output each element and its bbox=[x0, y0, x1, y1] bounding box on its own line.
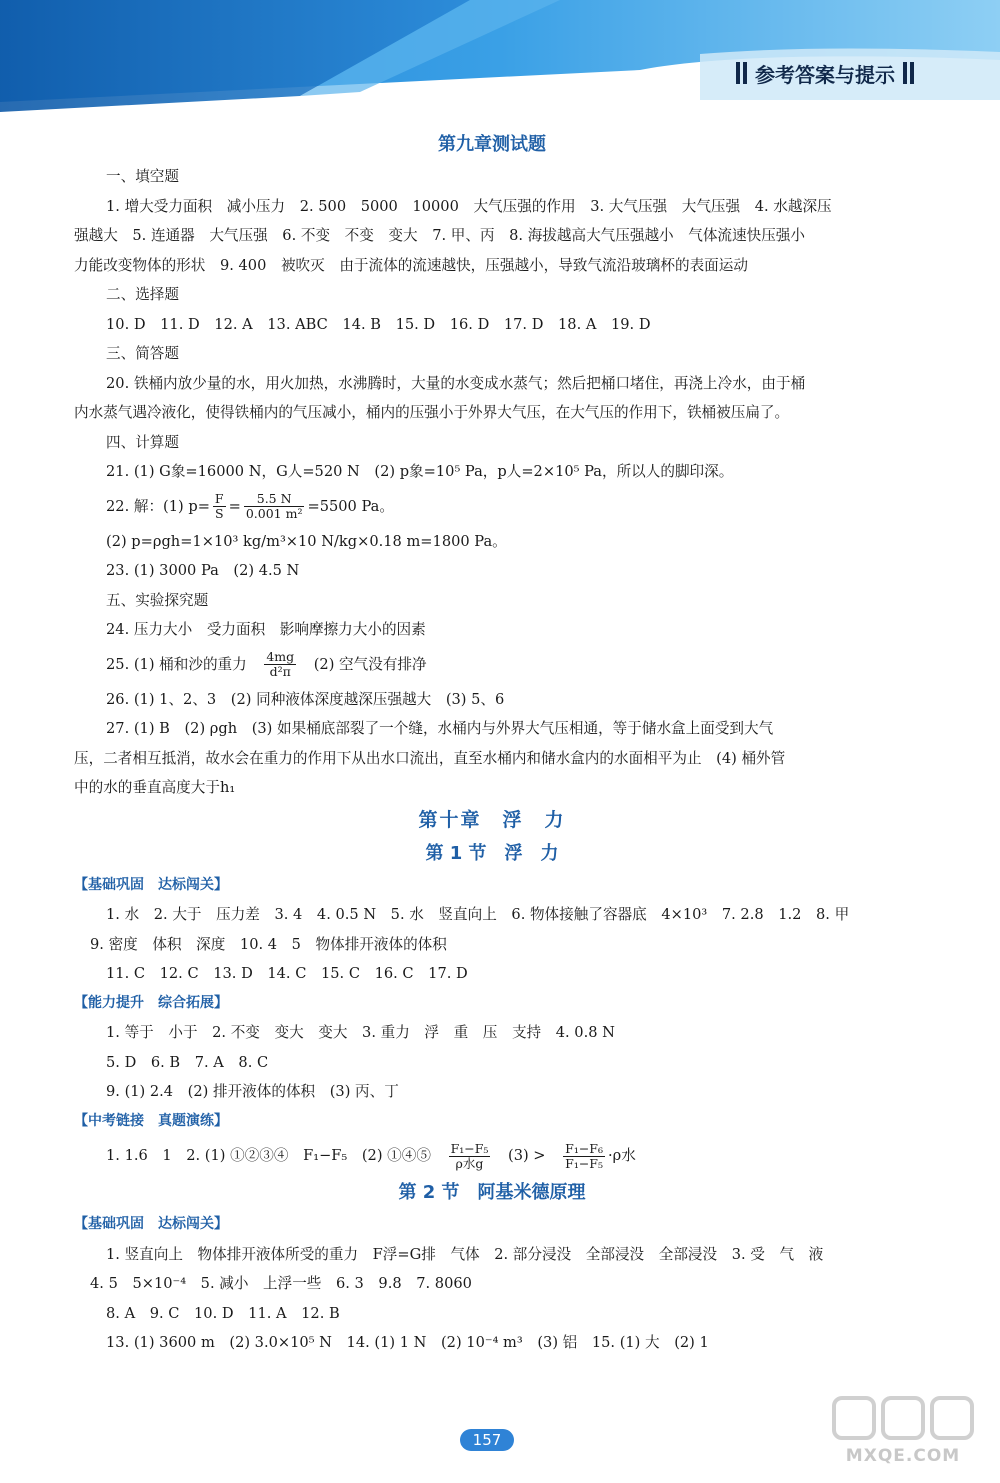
watermark-icon bbox=[828, 1390, 978, 1446]
answer-line-formula bbox=[74, 487, 910, 527]
answer-line: 1. 水 2. 大于 压力差 3. 4 4. 0.5 N 5. 水 竖直向上 6. 物体接触了容器底 4×10³ 7. 2.8 1.2 8. 甲 bbox=[106, 906, 850, 923]
answer-line: 1. 等于 小于 2. 不变 变大 变大 3. 重力 浮 重 压 支持 4. 0.8 N bbox=[106, 1024, 615, 1041]
watermark-text: MXQE.COM bbox=[845, 1446, 961, 1466]
header-tag-text: 参考答案与提示 bbox=[755, 62, 895, 87]
answer-line: 8. A 9. C 10. D 11. A 12. B bbox=[106, 1304, 340, 1322]
subsection-tag: 【基础巩固 达标闯关】 bbox=[74, 1216, 228, 1232]
fraction bbox=[449, 1142, 491, 1171]
header-banner bbox=[0, 0, 1000, 112]
answer-line: 9. 密度 体积 深度 10. 4 5 物体排开液体的体积 bbox=[90, 935, 447, 953]
answer-line: 9. (1) 2.4 (2) 排开液体的体积 (3) 丙、丁 bbox=[106, 1083, 399, 1100]
formula-text: = bbox=[228, 497, 241, 515]
answer-line: 5. D 6. B 7. A 8. C bbox=[106, 1053, 269, 1071]
banner-graphic bbox=[0, 0, 1000, 112]
fraction bbox=[264, 650, 296, 679]
answer-line: 11. C 12. C 13. D 14. C 15. C 16. C 17. D bbox=[106, 965, 468, 982]
answer-content bbox=[74, 128, 910, 1358]
formula-text: =5500 Pa。 bbox=[307, 497, 394, 515]
chapter10-title: 第十章 浮 力 bbox=[418, 808, 566, 831]
section-heading: 二、选择题 bbox=[106, 286, 179, 303]
section-heading: 四、计算题 bbox=[106, 433, 179, 451]
formula-text: ·ρ水 bbox=[607, 1147, 636, 1164]
answer-line: 20. 铁桶内放少量的水，用火加热，水沸腾时，大量的水变成水蒸气；然后把桶口堵住，再浇上冷水，由于桶 bbox=[106, 374, 806, 392]
section1-title: 第 1 节 浮 力 bbox=[425, 842, 559, 864]
fraction bbox=[244, 492, 305, 521]
header-section-tag bbox=[736, 58, 914, 88]
page-number-badge: 157 bbox=[460, 1429, 514, 1451]
subsection-tag: 【中考链接 真题演练】 bbox=[74, 1112, 228, 1129]
section2-title: 第 2 节 阿基米德原理 bbox=[398, 1182, 586, 1203]
formula-text: 1. 1.6 1 2. (1) ①②③④ F₁−F₅ (2) ①④⑤ bbox=[106, 1147, 446, 1164]
header-bar-right bbox=[903, 62, 907, 84]
answer-line: 力能改变物体的形状 9. 400 被吹灭 由于流体的流速越快，压强越小，导致气流沿玻璃杯的表面运动 bbox=[74, 256, 748, 274]
formula-text: 22. 解：(1) p= bbox=[106, 497, 210, 515]
section-heading: 一、填空题 bbox=[106, 168, 179, 185]
answer-line: 1. 增大受力面积 减小压力 2. 500 5000 10000 大气压强的作用 3. 大气压强 大气压强 4. 水越深压 bbox=[106, 197, 832, 215]
fraction bbox=[563, 1142, 605, 1171]
fraction-numerator: F₁−F₆ bbox=[565, 1140, 603, 1156]
answer-line: 10. D 11. D 12. A 13. ABC 14. B 15. D 16. D 17. D 18. A 19. D bbox=[106, 315, 651, 333]
formula-text: (2) 空气没有排净 bbox=[299, 655, 427, 673]
subsection-tag: 【基础巩固 达标闯关】 bbox=[74, 876, 228, 893]
fraction-numerator: 5.5 N bbox=[244, 492, 305, 507]
fraction bbox=[213, 492, 226, 521]
answer-line: 压，二者相互抵消，故水会在重力的作用下从出水口流出，直至水桶内和储水盒内的水面相平为止 (4) 桶外管 bbox=[74, 749, 786, 767]
formula-text: (3) > bbox=[493, 1147, 561, 1164]
fraction-denominator: 0.001 m² bbox=[245, 506, 303, 521]
answer-line: 1. 竖直向上 物体排开液体所受的重力 F浮=G排 气体 2. 部分浸没 全部浸没 全部浸没 3. 受 气 液 bbox=[106, 1245, 824, 1263]
answer-line: 13. (1) 3600 m (2) 3.0×10⁵ N 14. (1) 1 N (2) 10⁻⁴ m³ (3) 铝 15. (1) 大 (2) 1 bbox=[106, 1334, 709, 1351]
fraction-numerator: F bbox=[214, 491, 224, 506]
chapter9-title: 第九章测试题 bbox=[438, 134, 546, 155]
fraction-denominator: ρ水g bbox=[455, 1155, 484, 1171]
answer-line: 27. (1) B (2) ρgh (3) 如果桶底部裂了一个缝，水桶内与外界大气压相通，等于储水盒上面受到大气 bbox=[106, 720, 774, 737]
section-heading: 三、简答题 bbox=[106, 345, 179, 362]
subsection-tag: 【能力提升 综合拓展】 bbox=[74, 994, 228, 1011]
fraction-denominator: F₁−F₅ bbox=[565, 1155, 603, 1171]
header-bar-left bbox=[736, 62, 740, 84]
fraction-numerator: 4mg bbox=[266, 649, 295, 664]
answer-line: 21. (1) G象=16000 N，G人=520 N (2) p象=10⁵ Pa，p人=2×10⁵ Pa，所以人的脚印深。 bbox=[106, 463, 734, 480]
answer-line: (2) p=ρgh=1×10³ kg/m³×10 N/kg×0.18 m=1800 Pa。 bbox=[106, 532, 507, 550]
watermark-logo bbox=[828, 1390, 978, 1470]
answer-line: 内水蒸气遇冷液化，使得铁桶内的气压减小，桶内的压强小于外界大气压，在大气压的作用下，铁桶被压扁了。 bbox=[74, 404, 790, 421]
answer-line-formula bbox=[74, 645, 910, 685]
answer-line: 23. (1) 3000 Pa (2) 4.5 N bbox=[106, 562, 300, 579]
answer-line: 4. 5 5×10⁻⁴ 5. 减小 上浮一些 6. 3 9.8 7. 8060 bbox=[90, 1275, 472, 1292]
fraction-denominator: d²π bbox=[269, 664, 291, 679]
answer-line: 强越大 5. 连通器 大气压强 6. 不变 不变 变大 7. 甲、丙 8. 海拔越高大气压强越小 气体流速快压强小 bbox=[74, 227, 805, 244]
formula-text: 25. (1) 桶和沙的重力 bbox=[106, 655, 262, 673]
answer-line-formula bbox=[74, 1136, 910, 1176]
answer-line: 26. (1) 1、2、3 (2) 同种液体深度越深压强越大 (3) 5、6 bbox=[106, 690, 505, 708]
fraction-numerator: F₁−F₅ bbox=[450, 1140, 489, 1156]
answer-line: 24. 压力大小 受力面积 影响摩擦力大小的因素 bbox=[106, 621, 426, 638]
section-heading: 五、实验探究题 bbox=[106, 591, 209, 609]
answer-line: 中的水的垂直高度大于h₁ bbox=[74, 779, 236, 796]
fraction-denominator: S bbox=[214, 506, 224, 521]
